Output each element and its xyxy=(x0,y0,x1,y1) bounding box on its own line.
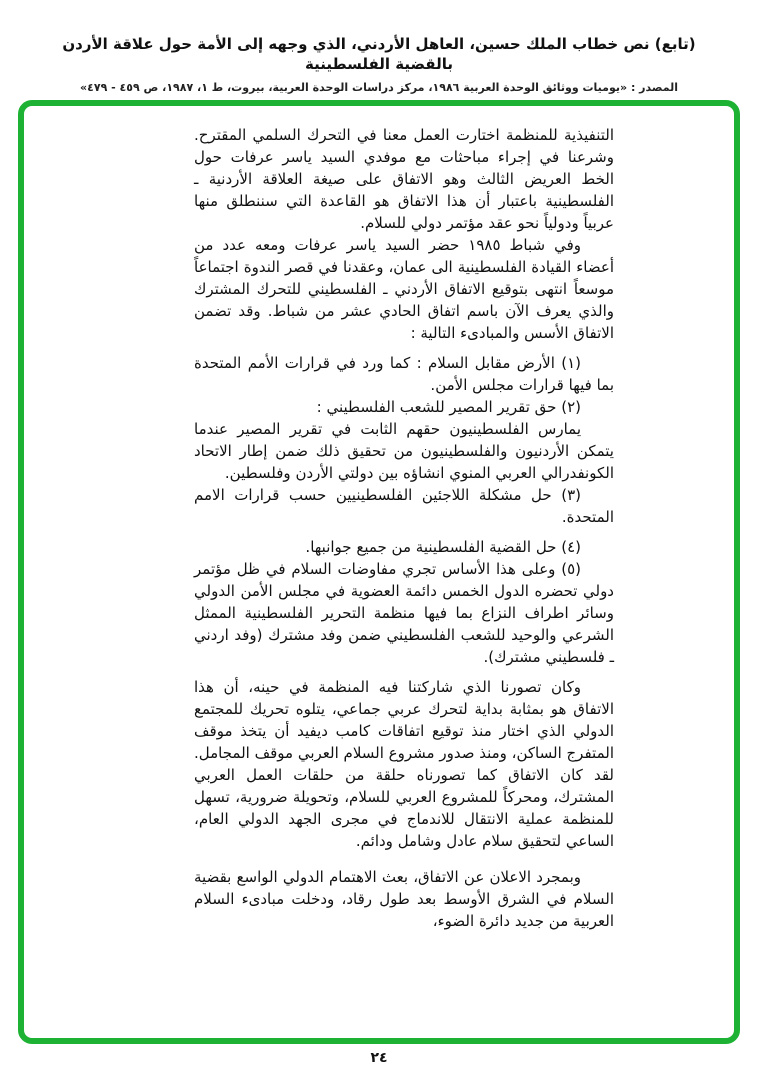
green-border-frame xyxy=(18,100,740,1044)
principle-5-negotiations: (٥) وعلى هذا الأساس تجري مفاوضات السلام في ظل مؤتمر دولي تحضره الدول الخمس دائمة العضوية في مجلس الأمن الدولي وسائر اطراف النزاع بما فيها منظمة التحرير الفلسطينية الممثل الشرعي والوحيد للشعب الفلسطيني ضمن وفد مشترك (وفد اردني ـ فلسطيني مشترك). xyxy=(194,560,614,666)
paragraph-continuation: التنفيذية للمنظمة اختارت العمل معنا في التحرك السلمي المقترح. وشرعنا في إجراء مباحثات مع موفدي السيد ياسر عرفات حول الخط العريض الثالث وهو الاتفاق على صيغة العلاقة الأردنية ـ الفلسطينية باعتبار أن هذا الاتفاق هو القاعدة التي سننطلق منها عربياً ودولياً نحو عقد مؤتمر دولي للسلام. xyxy=(194,126,614,232)
principle-1-land-for-peace: (١) الأرض مقابل السلام : كما ورد في قرارات الأمم المتحدة بما فيها قرارات مجلس الأمن. xyxy=(194,354,614,394)
principle-2-body: يمارس الفلسطينيون حقهم الثابت في تقرير المصير عندما يتمكن الأردنيون والفلسطينيون من تحقيق ذلك ضمن إطار الاتحاد الكونفدرالي العربي المنوي انشاؤه بين دولتي الأردن وفلسطين. xyxy=(194,420,614,482)
paragraph-announcement: وبمجرد الاعلان عن الاتفاق، بعث الاهتمام الدولي الواسع بقضية السلام في الشرق الأوسط بعد طول رقاد، ودخلت مبادىء السلام العربية من جديد دائرة الضوء، xyxy=(194,868,614,930)
body-text-column xyxy=(194,124,614,932)
page-number: ٢٤ xyxy=(370,1050,388,1066)
page-footer xyxy=(0,1047,758,1066)
principle-2-heading: (٢) حق تقرير المصير للشعب الفلسطيني : xyxy=(316,398,581,416)
paragraph-february-1985: وفي شباط ١٩٨٥ حضر السيد ياسر عرفات ومعه عدد من أعضاء القيادة الفلسطينية الى عمان، وعقدنا في قصر الندوة اجتماعاً موسعاً انتهى بتوقيع الاتفاق الأردني ـ الفلسطيني للتحرك المشترك والذي يعرف الآن باسم اتفاق الحادي عشر من شباط. وقد تضمن الاتفاق الأسس والمبادىء التالية : xyxy=(194,236,614,342)
page-header xyxy=(0,34,758,94)
principle-4-all-aspects: (٤) حل القضية الفلسطينية من جميع جوانبها. xyxy=(305,538,581,556)
paragraph-vision: وكان تصورنا الذي شاركتنا فيه المنظمة في حينه، أن هذا الاتفاق هو بمثابة بداية لتحرك عربي جماعي، يتلوه تحريك للمجتمع الدولي الذي اختار منذ توقيع اتفاقات كامب ديفيد أن يتخذ موقف المتفرج الساكن، ومنذ صدور مشروع السلام العربي موقف المجامل. لقد كان الاتفاق كما تصورناه حلقة من حلقات العمل العربي المشترك، ومحركاً للمشروع العربي للسلام، وتحويلة ضرورية، تسهل للمنظمة عملية الانتقال للاندماج في مجرى الجهد الدولي العام، الساعي لتحقيق سلام عادل وشامل ودائم. xyxy=(194,678,614,850)
source-citation: المصدر : «يوميات ووثائق الوحدة العربية ١٩٨٦، مركز دراسات الوحدة العربية، بيروت، ط ١، ١٩٨٧، ص ٤٥٩ - ٤٧٩» xyxy=(80,81,678,94)
document-title: (تابع) نص خطاب الملك حسين، العاهل الأردني، الذي وجهه إلى الأمة حول علاقة الأردن بالقضية الفلسطينية xyxy=(62,35,696,73)
principle-3-refugees: (٣) حل مشكلة اللاجئين الفلسطينيين حسب قرارات الامم المتحدة. xyxy=(194,486,614,526)
